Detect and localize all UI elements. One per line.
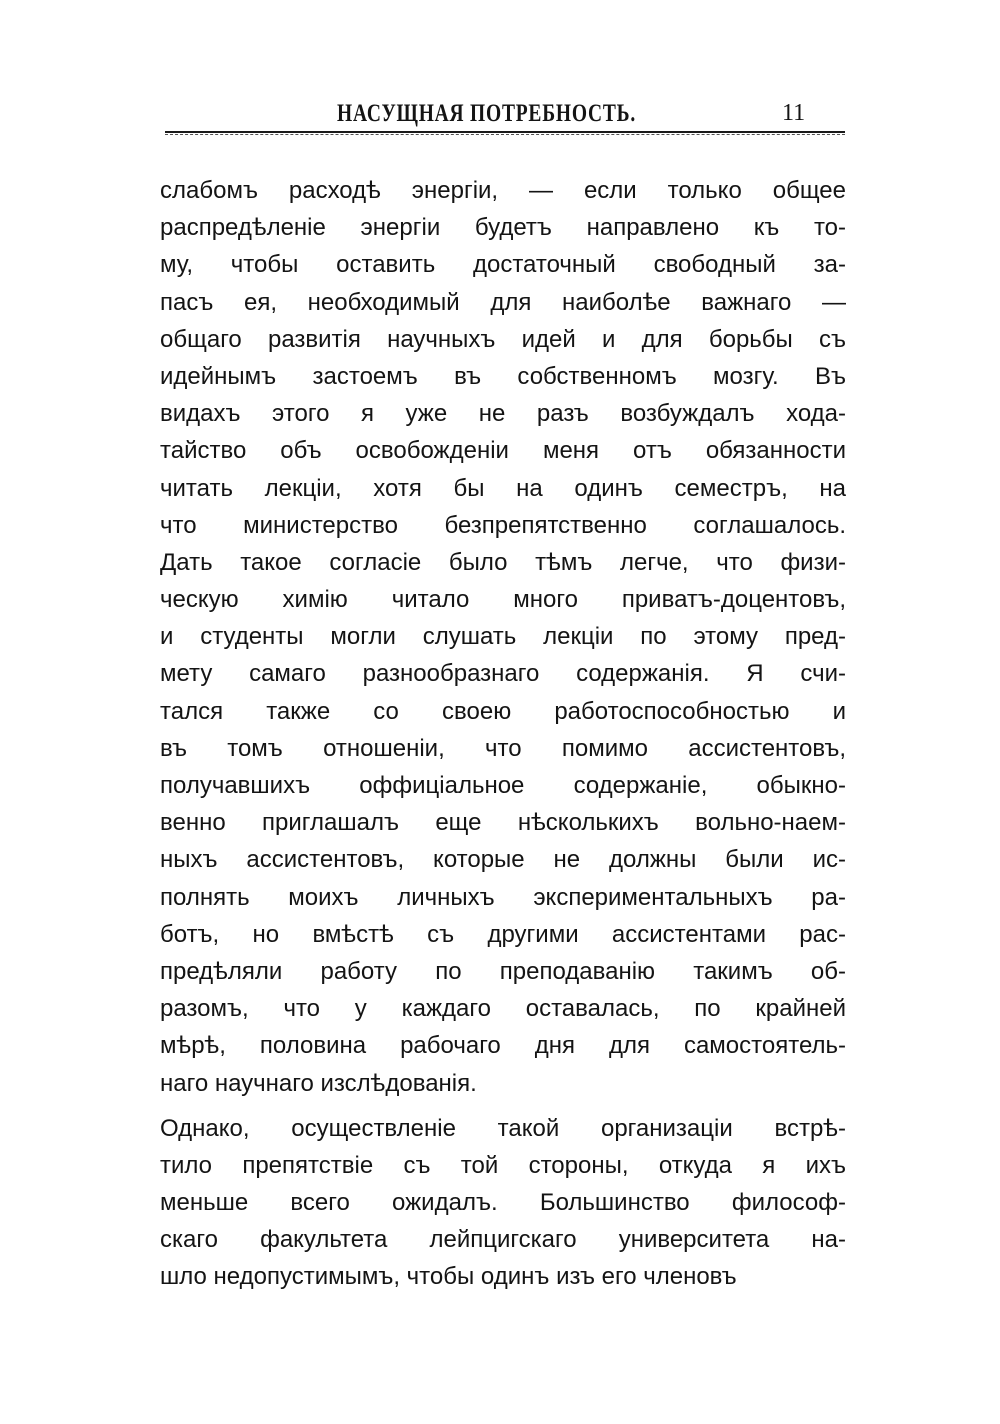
text-line: мету самаго разнообразнаго содержанія. Я счи-: [160, 660, 846, 688]
text-line: ческую химію читало много приватъ-доцентовъ,: [160, 586, 846, 614]
text-line: слабомъ расходѣ энергіи, — если только общее: [160, 177, 846, 204]
text-line: читать лекціи, хотя бы на одинъ семестръ, на: [160, 474, 846, 502]
text-line: венно приглашалъ еще нѣсколькихъ вольно-наем-: [160, 809, 846, 837]
paragraph-gap: [160, 1102, 846, 1110]
paragraph: [160, 172, 846, 1102]
header-rule: [165, 131, 845, 133]
text-line: му, чтобы оставить достаточный свободный за-: [160, 251, 846, 279]
text-line: Дать такое согласіе было тѣмъ легче, что физи-: [160, 548, 846, 576]
text-line: предѣляли работу по преподаванію такимъ об-: [160, 957, 846, 985]
text-line: шло недопустимымъ, чтобы одинъ изъ его членовъ: [160, 1263, 737, 1291]
text-line: получавшихъ оффиціальное содержаніе, обыкно-: [160, 772, 846, 799]
header-rule-dashed: [165, 134, 845, 135]
text-line: разомъ, что у каждаго оставалась, по крайней: [160, 995, 846, 1023]
text-line: тило препятствіе съ той стороны, откуда я ихъ: [160, 1151, 846, 1179]
text-line: общаго развитія научныхъ идей и для борьбы съ: [160, 325, 846, 353]
text-line: полнять моихъ личныхъ экспериментальныхъ ра-: [160, 883, 846, 911]
text-line: тался также со своею работоспособностью и: [160, 697, 846, 725]
text-line: что министерство безпрепятственно соглашалось.: [160, 511, 846, 539]
body-text: [160, 172, 846, 1296]
text-line: скаго факультета лейпцигскаго университета на-: [160, 1226, 846, 1254]
page-number: 11: [782, 100, 806, 126]
text-line: идейнымъ застоемъ въ собственномъ мозгу. Въ: [160, 362, 846, 390]
text-line: ботъ, но вмѣстѣ съ другими ассистентами рас-: [160, 920, 846, 948]
text-line: пасъ ея, необходимый для наиболѣе важнаго —: [160, 288, 846, 316]
text-line: видахъ этого я уже не разъ возбуждалъ хода-: [160, 400, 846, 428]
running-head-title: НАСУЩНАЯ ПОТРЕБНОСТЬ.: [337, 100, 637, 127]
text-line: наго научнаго изслѣдованія.: [160, 1069, 477, 1097]
text-line: ныхъ ассистентовъ, которые не должны были ис-: [160, 846, 846, 874]
text-line: меньше всего ожидалъ. Большинство философ-: [160, 1189, 846, 1217]
text-line: Однако, осуществленіе такой организаціи встрѣ-: [160, 1114, 846, 1142]
running-head: [165, 96, 845, 136]
text-line: распредѣленіе энергіи будетъ направлено къ то-: [160, 214, 846, 242]
text-line: тайство объ освобожденіи меня отъ обязанности: [160, 437, 846, 465]
text-line: и студенты могли слушать лекціи по этому пред-: [160, 623, 846, 651]
text-line: мѣрѣ, половина рабочаго дня для самостоятель-: [160, 1032, 846, 1060]
text-line: въ томъ отношеніи, что помимо ассистентовъ,: [160, 734, 846, 762]
paragraph: [160, 1110, 846, 1296]
